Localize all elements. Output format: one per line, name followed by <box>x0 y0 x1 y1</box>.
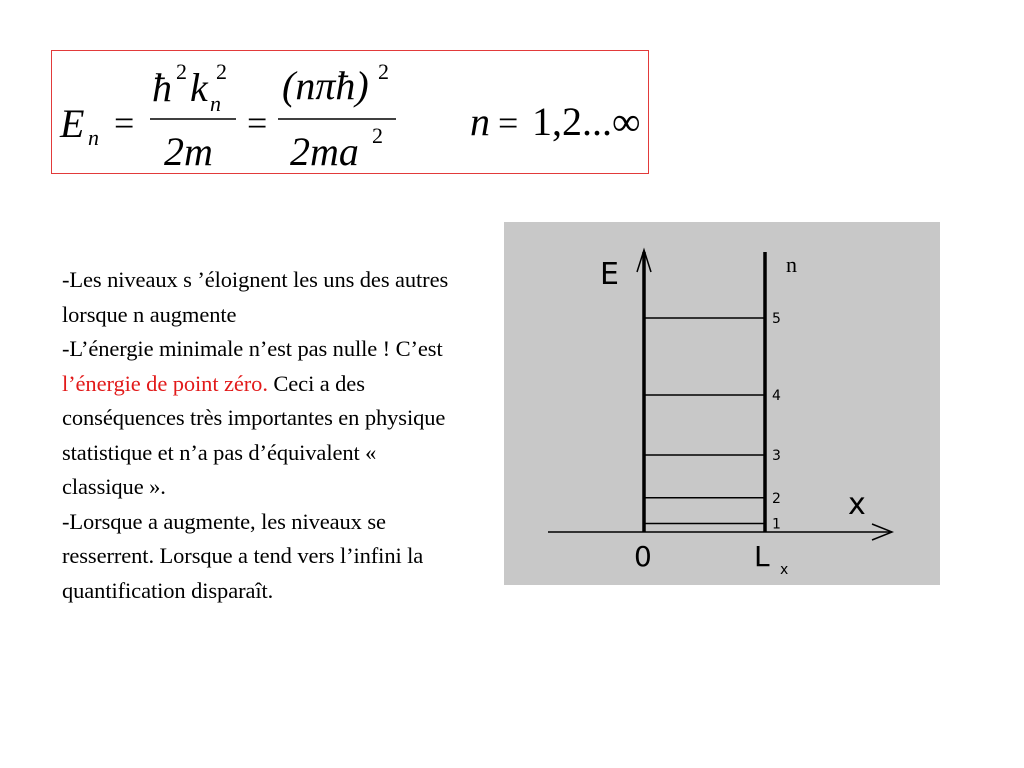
energy-levels <box>644 311 781 532</box>
wall-label-subscript: x <box>780 562 789 578</box>
formula-denominator-1-text: 2m <box>164 129 213 174</box>
paragraph-zero-point-energy <box>62 332 462 505</box>
formula-denominator-1 <box>164 129 213 174</box>
formula-k: k <box>190 65 208 110</box>
energy-level-diagram-svg <box>504 222 940 585</box>
explanation-text <box>62 263 462 608</box>
energy-level-label-3: 3 <box>772 447 781 464</box>
energy-level-label-4: 4 <box>772 388 781 405</box>
formula-denominator-2-exponent: 2 <box>372 123 383 148</box>
energy-axis-label: E <box>600 257 619 292</box>
formula-k-exponent: 2 <box>216 59 227 84</box>
zero-point-energy-highlight: l’énergie de point zéro. <box>62 370 268 396</box>
wall-label: L <box>754 540 770 573</box>
energy-level-label-5: 5 <box>772 311 781 327</box>
formula-numerator-2-exponent: 2 <box>378 59 389 84</box>
paragraph-levels-tighten: -Lorsque a augmente, les niveaux se resserrent. Lorsque a tend vers l’infini la quantification disparaît. <box>62 508 424 603</box>
formula-condition-values: 1,2...∞ <box>532 99 641 144</box>
formula-equals-2: = <box>247 103 268 143</box>
paragraph-zero-point-text-1: -L’énergie minimale n’est pas nulle ! C’est <box>62 336 443 361</box>
formula-hbar-exponent: 2 <box>176 59 187 84</box>
formula-numerator-2: (nπħ) <box>282 63 369 108</box>
energy-formula <box>52 51 650 175</box>
formula-hbar: ħ <box>152 65 172 110</box>
energy-level-label-1: 1 <box>772 516 781 533</box>
formula-denominator-2: 2ma <box>290 129 359 174</box>
formula-k-subscript: n <box>210 91 221 116</box>
energy-level-diagram <box>504 222 940 585</box>
formula-equals-1: = <box>114 103 135 143</box>
x-axis-label: x <box>848 487 866 522</box>
energy-level-label-2: 2 <box>772 490 781 507</box>
formula-condition-variable: n <box>470 99 490 144</box>
paragraph-zero-point-text-2: Ceci a des conséquences très importantes en physique statistique et n’a pas d’équivalent « classique ». <box>62 370 446 499</box>
energy-formula-box <box>51 50 649 174</box>
formula-energy-subscript: n <box>88 125 99 150</box>
formula-equals-3: = <box>498 103 519 143</box>
formula-energy-symbol: E <box>60 101 85 146</box>
level-axis-label: n <box>786 252 797 277</box>
origin-label: 0 <box>634 540 652 573</box>
paragraph-levels-spread: -Les niveaux s ’éloignent les uns des autres lorsque n augmente <box>62 267 449 327</box>
